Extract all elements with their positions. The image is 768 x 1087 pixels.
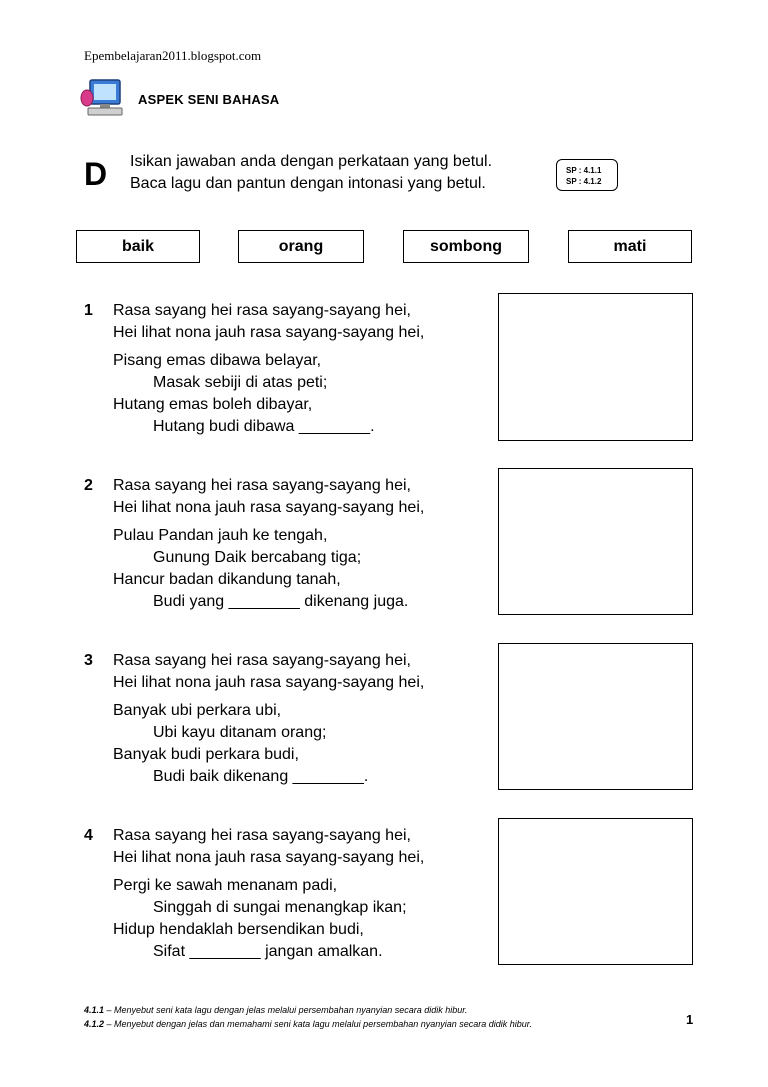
sp-code-box [556,159,618,191]
section-title: ASPEK SENI BAHASA [138,92,280,107]
pantun-line: Hancur badan dikandung tanah, [113,571,341,588]
answer-box[interactable] [498,818,693,965]
lyric-line: Hei lihat nona jauh rasa sayang-sayang hei, [113,324,425,341]
pantun-line: Ubi kayu ditanam orang; [153,724,327,741]
footer-note-1 [84,1005,467,1015]
lyric-line: Rasa sayang hei rasa sayang-sayang hei, [113,477,411,494]
pantun-line: Hutang emas boleh dibayar, [113,396,313,413]
answer-box[interactable] [498,293,693,441]
word-bank-item: orang [238,230,364,263]
word-bank-item: mati [568,230,692,263]
word-bank-item: baik [76,230,200,263]
footer-text: – Menyebut seni kata lagu dengan jelas melalui persembahan nyanyian secara didik hibur. [104,1005,468,1015]
lyric-line: Hei lihat nona jauh rasa sayang-sayang hei, [113,849,425,866]
pantun-line: Masak sebiji di atas peti; [153,374,328,391]
footer-text: – Menyebut dengan jelas dan memahami seni kata lagu melalui persembahan nyanyian secara didik hibur. [104,1019,532,1029]
sp-code-1: SP : 4.1.1 [566,166,602,175]
pantun-line: Singgah di sungai menangkap ikan; [153,899,407,916]
pantun-line: Pergi ke sawah menanam padi, [113,877,338,894]
lyric-line: Rasa sayang hei rasa sayang-sayang hei, [113,827,411,844]
pantun-line: Banyak ubi perkara ubi, [113,702,282,719]
question-number: 4 [84,827,93,844]
lyric-line: Rasa sayang hei rasa sayang-sayang hei, [113,652,411,669]
pantun-line: Hutang budi dibawa ________. [153,418,375,435]
instruction-line-2: Baca lagu dan pantun dengan intonasi yang betul. [130,175,486,192]
question-number: 1 [84,302,93,319]
lyric-line: Hei lihat nona jauh rasa sayang-sayang hei, [113,499,425,516]
pantun-line: Pisang emas dibawa belayar, [113,352,322,369]
page-number: 1 [686,1012,694,1027]
word-bank-item: sombong [403,230,529,263]
lyric-line: Hei lihat nona jauh rasa sayang-sayang hei, [113,674,425,691]
footer-code: 4.1.2 [84,1019,105,1029]
lyric-line: Rasa sayang hei rasa sayang-sayang hei, [113,302,411,319]
pantun-line: Pulau Pandan jauh ke tengah, [113,527,328,544]
answer-box[interactable] [498,643,693,790]
question-number: 2 [84,477,93,494]
pantun-line: Budi baik dikenang ________. [153,768,369,785]
task-letter: D [84,156,108,192]
computer-icon [80,78,124,118]
footer-code: 4.1.1 [84,1005,105,1015]
footer-note-2 [84,1019,532,1029]
pantun-line: Hidup hendaklah bersendikan budi, [113,921,364,938]
pantun-line: Sifat ________ jangan amalkan. [153,943,383,960]
instruction-line-1: Isikan jawaban anda dengan perkataan yang betul. [130,153,493,170]
pantun-line: Gunung Daik bercabang tiga; [153,549,362,566]
question-number: 3 [84,652,93,669]
answer-box[interactable] [498,468,693,615]
sp-code-2: SP : 4.1.2 [566,177,602,186]
pantun-line: Banyak budi perkara budi, [113,746,299,763]
pantun-line: Budi yang ________ dikenang juga. [153,593,409,610]
site-url: Epembelajaran2011.blogspot.com [84,48,262,63]
